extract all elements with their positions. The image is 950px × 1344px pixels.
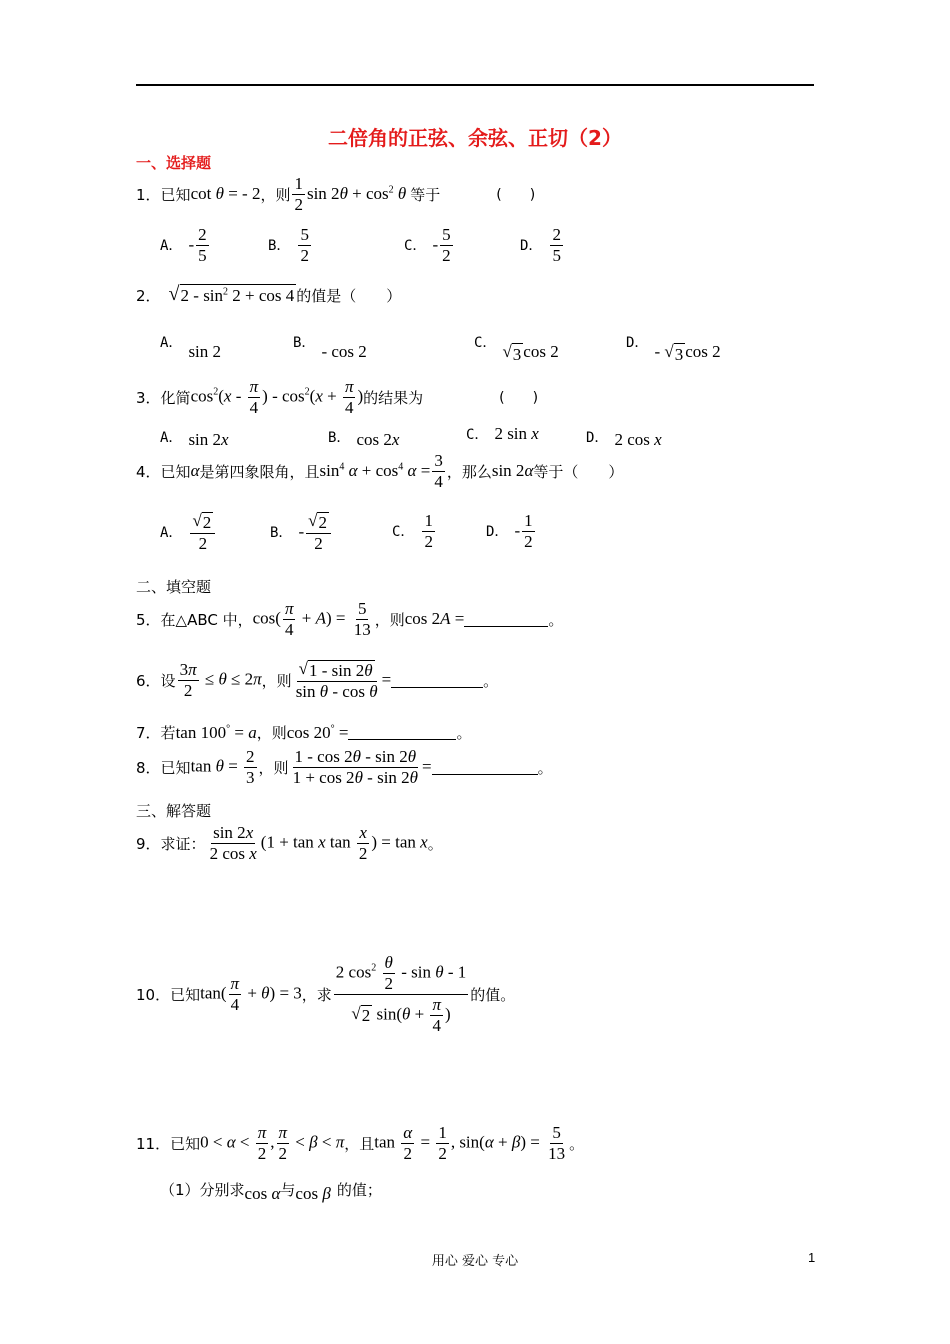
option-a: A． sin 2x: [160, 430, 229, 449]
question-number: 2．: [136, 286, 161, 305]
fraction: $\frac{1}{2}$: [294, 174, 303, 214]
option-d: D． - √ 3 cos 2: [626, 335, 721, 364]
question-number: 6．: [136, 671, 161, 690]
option-b: B． $\frac{5}{2}$: [268, 225, 309, 265]
math-expression: $\sin 2\theta + \cos^2 \theta$: [306, 184, 407, 204]
question-text: 在△ABC 中，: [160, 610, 253, 629]
option-a: A． √ 2 2: [160, 512, 217, 553]
math-condition: cot θ = - 2: [190, 184, 261, 204]
question-8: 8． 已知 tan θ = $\frac{2}{3}$ ，则 $\frac{1 - \cos 2\theta - \sin 2\theta}{1 + \cos 2\theta - \sin 2\theta}$ = 。: [136, 747, 553, 787]
section-heading-fill: 二、填空题: [136, 578, 212, 596]
question-text: 是第四象限角，且: [199, 462, 320, 481]
section-heading-choice: 一、选择题: [136, 154, 212, 172]
math-condition: tan 100° = a: [175, 722, 257, 742]
question-10: [136, 954, 515, 1034]
question-number: 3．: [136, 388, 161, 407]
option-b: B． cos 2x: [328, 430, 400, 449]
question-number: 7．: [136, 724, 161, 742]
question-number: 10．: [136, 985, 171, 1004]
answer-blank[interactable]: [391, 673, 483, 688]
option-b: B． - cos 2: [293, 335, 367, 361]
question-1: [136, 175, 535, 214]
page-title: 二倍角的正弦、余弦、正切（2）: [328, 126, 622, 150]
answer-paren: ( ): [499, 390, 539, 407]
math-expression: $\frac{\sin 2x}{\text{2 cos x}}$ (1 + tan x tan $\frac{x}{2}$ ) = tan x: [209, 823, 428, 863]
question-text: 已知: [160, 185, 191, 204]
question-11-part-1: [160, 1174, 382, 1204]
question-text: ，那么: [446, 462, 492, 481]
question-text: ，则: [261, 671, 292, 690]
option-b: B． - √ 2 2: [270, 512, 333, 553]
question-text: 的结果为: [363, 388, 424, 407]
math-expression: cos β: [295, 1184, 331, 1203]
question-text: （1）分别求: [160, 1180, 245, 1199]
math-expression: cos α: [244, 1184, 281, 1203]
question-text: 求证：: [160, 834, 206, 853]
option-a: A． - $\frac{2}{5}$: [160, 225, 207, 265]
math-condition: cos( $\frac{\pi}{4}$ + A) = $\frac{5}{13}$: [252, 599, 371, 639]
math-condition: tan( $\frac{\pi}{4}$ + θ) = 3: [200, 973, 302, 1014]
question-text: 的值；: [336, 1180, 382, 1199]
math-expression: $\cos^2(x$ - $\frac{\pi}{4}$ ) - $\cos^2(x$ + $\frac{\pi}{4}$ ): [190, 377, 364, 417]
question-7: 7． 若 tan 100° = a ，则 cos 20° = 。: [136, 722, 472, 742]
question-3: [136, 378, 538, 417]
answer-blank[interactable]: [432, 760, 538, 775]
question-text: 设: [160, 671, 176, 690]
question-text: ，则: [260, 185, 291, 204]
math-expression: cos 20° =: [286, 722, 349, 742]
header-rule: [136, 84, 814, 86]
question-text: ，求: [301, 985, 332, 1004]
question-number: 9．: [136, 834, 161, 853]
math-expression: tan $\frac{\alpha}{2}$ = $\frac{1}{2}$ , sin(α + β) = $\frac{5}{13}$: [374, 1123, 566, 1163]
question-text: 等于: [410, 185, 441, 204]
radical-expression: √ $2 - \sin^2 2 + \cos 4$: [168, 283, 295, 305]
answer-blank[interactable]: [464, 612, 548, 627]
footer-text: 用心 爱心 专心: [431, 1254, 519, 1269]
question-text: 与: [280, 1180, 296, 1199]
option-c: C． - $\frac{5}{2}$: [404, 225, 451, 265]
question-6: 6． 设 $\frac{3\pi}{2}$ ≤ θ ≤ 2π ，则 √ 1 - sin 2θ sin θ - cos θ = 。: [136, 659, 499, 701]
page-number: 1: [808, 1250, 816, 1265]
option-c: C． $\frac{1}{2}$: [392, 511, 433, 551]
math-expression: cos 2A =: [404, 609, 465, 629]
question-5: 5． 在△ABC 中， cos( $\frac{\pi}{4}$ + A) = $\frac{5}{13}$ ，则 cos 2A = 。: [136, 599, 564, 639]
option-a: A． sin 2: [160, 335, 222, 361]
math-expression: sin 2α: [491, 461, 534, 481]
question-text: 已知: [170, 1134, 201, 1153]
question-text: 已知: [170, 985, 201, 1004]
question-number: 4．: [136, 462, 161, 481]
option-d: D． $\frac{2}{5}$: [520, 225, 561, 265]
math-symbol: α: [190, 461, 200, 481]
question-text: 化简: [160, 388, 191, 407]
fraction: 2 $\cos^2$ $\frac{\theta}{2}$ - sin θ - 1 √ 2 sin(θ + $\frac{\pi}{4}$ ): [335, 953, 467, 1035]
question-text: 已知: [160, 758, 191, 777]
question-number: 11．: [136, 1134, 171, 1153]
math-condition: tan θ = $\frac{2}{3}$: [190, 747, 255, 787]
question-4: [136, 452, 623, 491]
fraction: $\frac{1 - \cos 2\theta - \sin 2\theta}{1 + \cos 2\theta - \sin 2\theta}$: [292, 747, 419, 787]
question-text: 的值。: [470, 985, 516, 1004]
question-text: 已知: [160, 462, 191, 481]
question-text: ，则: [258, 758, 289, 777]
answer-paren: ( ): [496, 187, 536, 204]
option-d: D． 2 cos x: [586, 430, 662, 449]
math-condition: 0 < α < $\frac{\pi}{2}$ , $\frac{\pi}{2}$ < β < π: [200, 1123, 345, 1163]
fraction: √ 1 - sin 2θ sin θ - cos θ: [295, 659, 378, 701]
question-text: ，且: [344, 1134, 375, 1153]
fraction: $\frac{3}{4}$: [434, 451, 443, 491]
answer-blank[interactable]: [348, 725, 456, 740]
math-condition: $\frac{3\pi}{2}$ ≤ θ ≤ 2π: [179, 660, 262, 700]
question-text: 若: [160, 724, 176, 742]
question-number: 5．: [136, 610, 161, 629]
math-expression: $\sin^4 \alpha + \cos^4 \alpha$ =: [319, 461, 431, 481]
question-9: 9． 求证： $\frac{\sin 2x}{\text{2 cos x}}$ (1 + tan x tan $\frac{x}{2}$ ) = tan x 。: [136, 823, 443, 863]
option-c: C． √ 3 cos 2: [474, 335, 559, 364]
section-heading-solve: 三、解答题: [136, 802, 212, 820]
question-text: ，则: [374, 610, 405, 629]
option-d: D． - $\frac{1}{2}$: [486, 511, 533, 551]
question-text: 等于（ ）: [533, 462, 624, 481]
question-text: 的值是（ ）: [296, 286, 402, 305]
question-number: 1．: [136, 185, 161, 204]
question-11: 11． 已知 0 < α < $\frac{\pi}{2}$ , $\frac{\pi}{2}$ < β < π ，且 tan $\frac{\alpha}{2}$ = $\frac{1}{2}$ , sin(α + β) = $\frac{5}{13}$ 。: [136, 1123, 585, 1163]
question-2: [136, 284, 401, 306]
option-c: C． 2 sin x: [466, 424, 539, 443]
question-text: ，则: [256, 724, 287, 742]
question-number: 8．: [136, 758, 161, 777]
